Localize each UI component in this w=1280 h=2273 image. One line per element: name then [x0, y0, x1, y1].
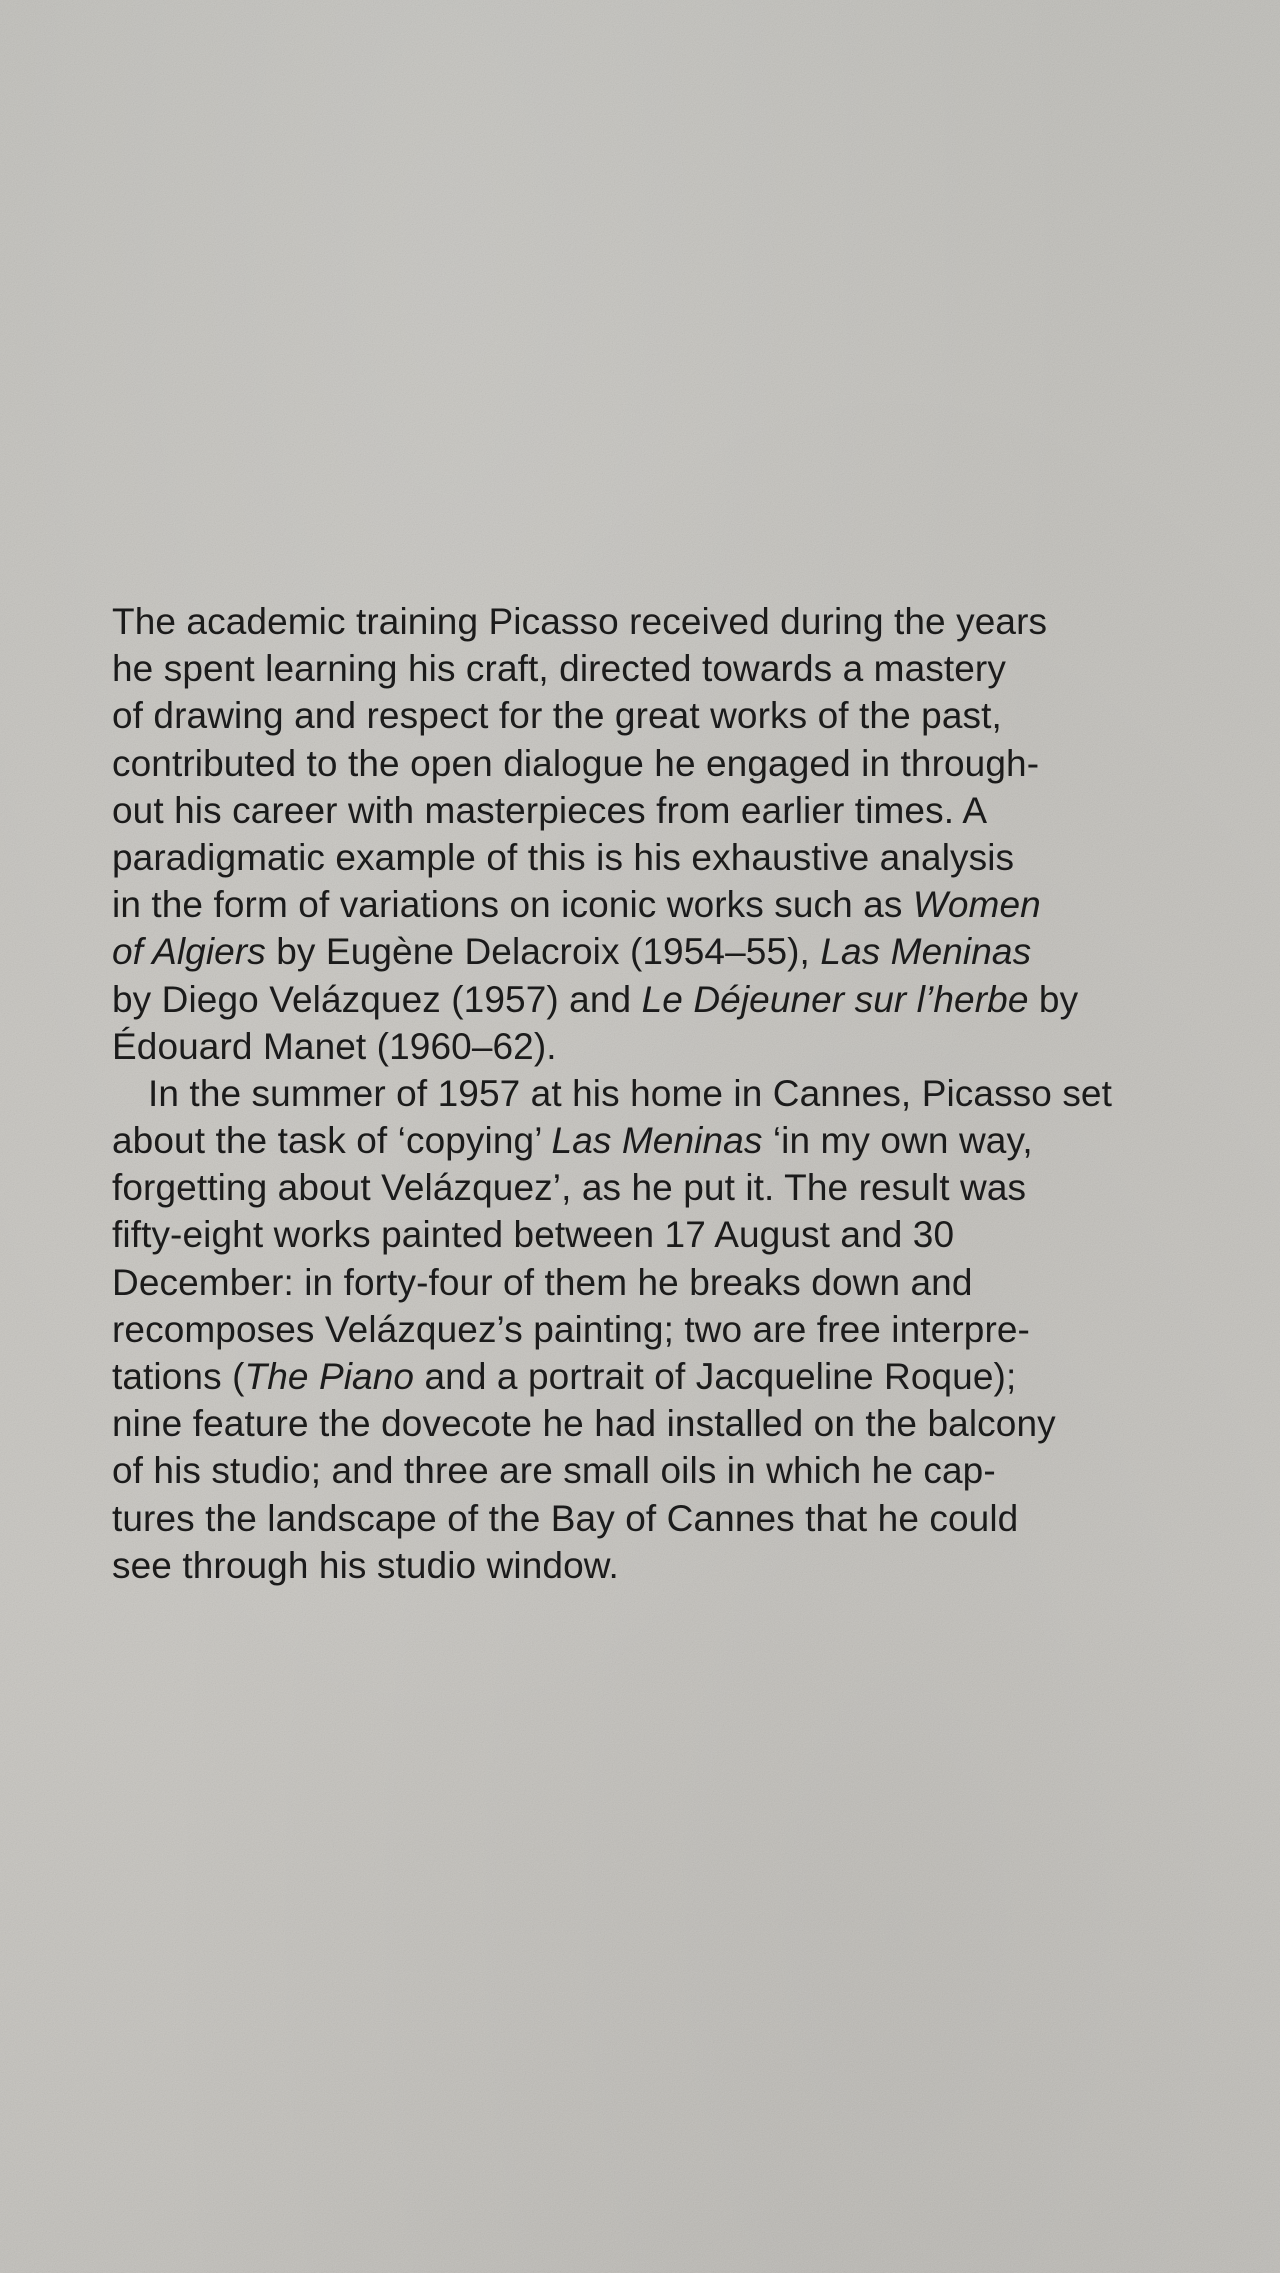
text-run: by — [1028, 978, 1079, 1020]
text-run: forgetting about Velázquez’, as he put it. The result was — [112, 1167, 1027, 1209]
text-line — [112, 928, 1192, 975]
paragraph-2 — [112, 1070, 1192, 1589]
text-run: in the form of variations on iconic works such as — [112, 884, 913, 926]
text-run: tations ( — [112, 1356, 245, 1397]
text-line — [112, 1542, 1192, 1589]
text-line — [112, 1211, 1192, 1258]
text-line — [112, 1164, 1192, 1211]
text-run: of drawing and respect for the great works of the past, — [112, 695, 1002, 737]
text-run: out his career with masterpieces from earlier times. A — [112, 789, 988, 831]
text-line — [112, 1353, 1192, 1400]
text-run: he spent learning his craft, directed towards a mastery — [112, 648, 1006, 690]
text-run: fifty-eight works painted between 17 August and 30 — [112, 1214, 955, 1256]
text-line — [112, 1400, 1192, 1447]
text-run: Édouard Manet (1960–62). — [112, 1025, 557, 1067]
text-run: nine feature the dovecote he had installed on the balcony — [112, 1403, 1056, 1445]
text-line — [112, 1023, 1192, 1070]
text-run: of his studio; and three are small oils in which he cap- — [112, 1450, 996, 1492]
artwork-title: Women — [912, 884, 1041, 926]
wall-text-panel — [112, 598, 1192, 1589]
text-run: tures the landscape of the Bay of Cannes that he could — [112, 1497, 1019, 1539]
text-line — [112, 1117, 1192, 1164]
text-line — [112, 1306, 1192, 1353]
text-line — [112, 787, 1192, 834]
text-run: December: in forty-four of them he breaks down and — [112, 1261, 973, 1303]
text-run: by Diego Velázquez (1957) and — [112, 978, 642, 1020]
artwork-title: Le Déjeuner sur l’herbe — [641, 978, 1029, 1020]
text-line — [112, 1495, 1192, 1542]
text-run: recomposes Velázquez’s painting; two are free interpre- — [112, 1308, 1030, 1350]
text-run: and a portrait of Jacqueline Roque); — [414, 1356, 1017, 1397]
text-line — [112, 1070, 1192, 1117]
text-line — [112, 834, 1192, 881]
text-run: In the summer of 1957 at his home in Cannes, Picasso set — [148, 1072, 1112, 1114]
text-line — [112, 881, 1192, 928]
text-run: about the task of ‘copying’ — [112, 1120, 552, 1162]
text-line — [112, 598, 1192, 645]
artwork-title: Las Meninas — [551, 1120, 763, 1162]
text-line — [112, 1447, 1192, 1494]
text-run: see through his studio window. — [112, 1544, 619, 1586]
text-line — [112, 976, 1192, 1023]
text-line — [112, 645, 1192, 692]
artwork-title: Las Meninas — [820, 931, 1032, 973]
text-run: contributed to the open dialogue he engaged in through- — [112, 742, 1040, 784]
text-line — [112, 692, 1192, 739]
text-line — [112, 740, 1192, 787]
text-run: by Eugène Delacroix (1954–55), — [265, 931, 821, 973]
text-run: paradigmatic example of this is his exhaustive analysis — [112, 836, 1015, 878]
artwork-title: of Algiers — [112, 931, 266, 973]
text-line — [112, 1259, 1192, 1306]
paragraph-1 — [112, 598, 1192, 1070]
text-run: ‘in my own way, — [762, 1120, 1033, 1162]
text-run: The academic training Picasso received during the years — [112, 601, 1048, 642]
artwork-title: The Piano — [244, 1356, 415, 1397]
